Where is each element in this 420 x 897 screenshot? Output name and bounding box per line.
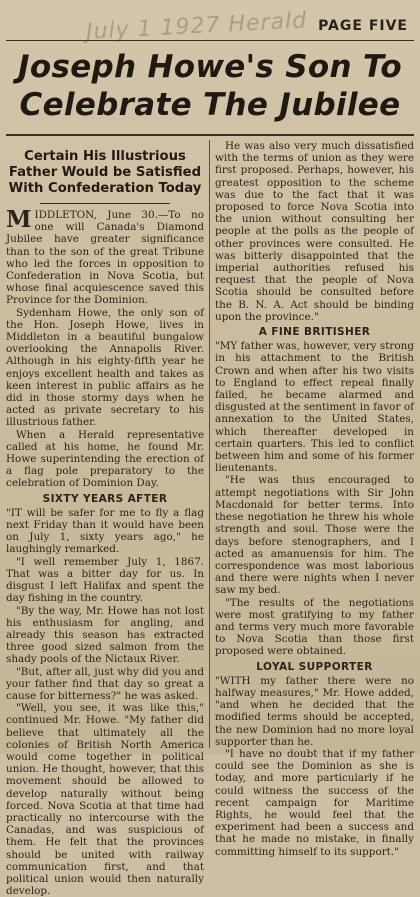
paragraph: "I have no doubt that if my father could see the Dominion as she is today, and more particularly if he could witness the success of the recent campaign for Maritime Rights, he would feel that the experiment had been a success and that he made no mistake, in finally committing himself to its support." bbox=[215, 747, 414, 858]
paragraph: "WITH my father there were no halfway measures," Mr. Howe added, "and when he decided that the modified terms should be accepted, the new Dominion had no more loyal supporter than he. bbox=[215, 674, 414, 748]
top-rule bbox=[6, 40, 414, 41]
paragraph: "IT will be safer for me to fly a flag next Friday than it would have been on July 1, sixty years ago," he laughingly remarked. bbox=[6, 506, 204, 556]
paragraph: He was also very much dissatisfied with the terms of union as they were first proposed. Perhaps, however, his greatest opposition to the scheme was due to the fact that it was proposed to force Nova Scotia into the union without consulting her people at the polls as the people of other provinces were consulted. He was bitterly disappointed that the imperial authorities refused his request that the people of Nova Scotia should be consulted before the B. N. A. Act should be binding upon the province." bbox=[215, 140, 414, 323]
headline-rule bbox=[6, 134, 414, 136]
paragraph: "By the way, Mr. Howe has not lost his enthusiasm for angling, and already this season has extracted three good sized salmon from the shady pools of the Nictaux River. bbox=[6, 604, 204, 666]
lead-paragraph: MIDDLETON, June 30.—To no one will Canada's Diamond Jubilee have greater significance than to the son of the great Tribune who led the forces in opposition to Confederation in Nova Scotia, but whose final acquiescence saved this Province for the Dominion. bbox=[6, 206, 204, 307]
page-label: PAGE FIVE bbox=[318, 18, 408, 34]
column-divider bbox=[209, 140, 210, 748]
subhead-sixty-years-after: SIXTY YEARS AFTER bbox=[42, 492, 168, 505]
paragraph: "Well, you see, it was like this," continued Mr. Howe. "My father did believe that ultimately all the colonies of British North America would come together in political union. He thought, however, that this movement should be allowed to develop naturally without being forced. Nova Scotia at that time had practically no intercourse with the Canadas, and was suspicious of them. He felt that the provinces should be united with railway communication first, and that political union would then naturally develop. bbox=[6, 702, 204, 897]
subheadline: Certain His Illustrious Father Would be Satisfied With Confederation Today bbox=[8, 149, 202, 196]
left-column bbox=[6, 140, 204, 897]
paragraph: "He was thus encouraged to attempt negotiations with Sir John Macdonald for better terms. Into these negotiation he threw his whole strength and soul. Those were the days before stenographers, and I acted as amanuensis for him. The correspondence was most laborious and there were nights when I never saw my bed. bbox=[215, 474, 414, 597]
subhead-a-fine-britisher: A FINE BRITISHER bbox=[258, 326, 371, 339]
paragraph: Sydenham Howe, the only son of the Hon. Joseph Howe, lives in Middleton in a beautiful bungalow overlooking the Annapolis River. Although in his eighty-fifth year he enjoys excellent health and takes as keen interest in public affairs as he did in those stormy days when he acted as private secretary to his illustrious father. bbox=[6, 306, 204, 429]
right-column bbox=[215, 140, 414, 858]
drop-cap: M bbox=[6, 206, 32, 233]
subheadline-rule bbox=[40, 203, 170, 204]
subhead-loyal-supporter: LOYAL SUPPORTER bbox=[256, 660, 373, 673]
handwritten-date: July 1 1927 Herald bbox=[85, 8, 308, 45]
paragraph: "MY father was, however, very strong in his attachment to the British Crown and when after his two visits to England to effect repeal finally failed, he became alarmed and disgusted at the sentiment in favor of annexation to the United States, which thereafter developed in certain quarters. This led to conflict between him and some of his former lieutenants. bbox=[215, 340, 414, 475]
paragraph: "I well remember July 1, 1867. That was a bitter day for us. In disgust I left Halifax and spent the day fishing in the country. bbox=[6, 555, 204, 605]
headline: Joseph Howe's Son To Celebrate The Jubilee bbox=[18, 49, 402, 123]
paragraph: "The results of the negotiations were most gratifying to my father and terms very much more favorable to Nova Scotia than those first proposed were obtained. bbox=[215, 596, 414, 658]
paragraph: When a Herald representative called at his home, he found Mr. Howe superintending the erection of a flag pole preparatory to the celebration of Dominion Day. bbox=[6, 428, 204, 490]
paragraph: "But, after all, just why did you and your father find that day so great a cause for bitterness?" he was asked. bbox=[6, 665, 204, 702]
